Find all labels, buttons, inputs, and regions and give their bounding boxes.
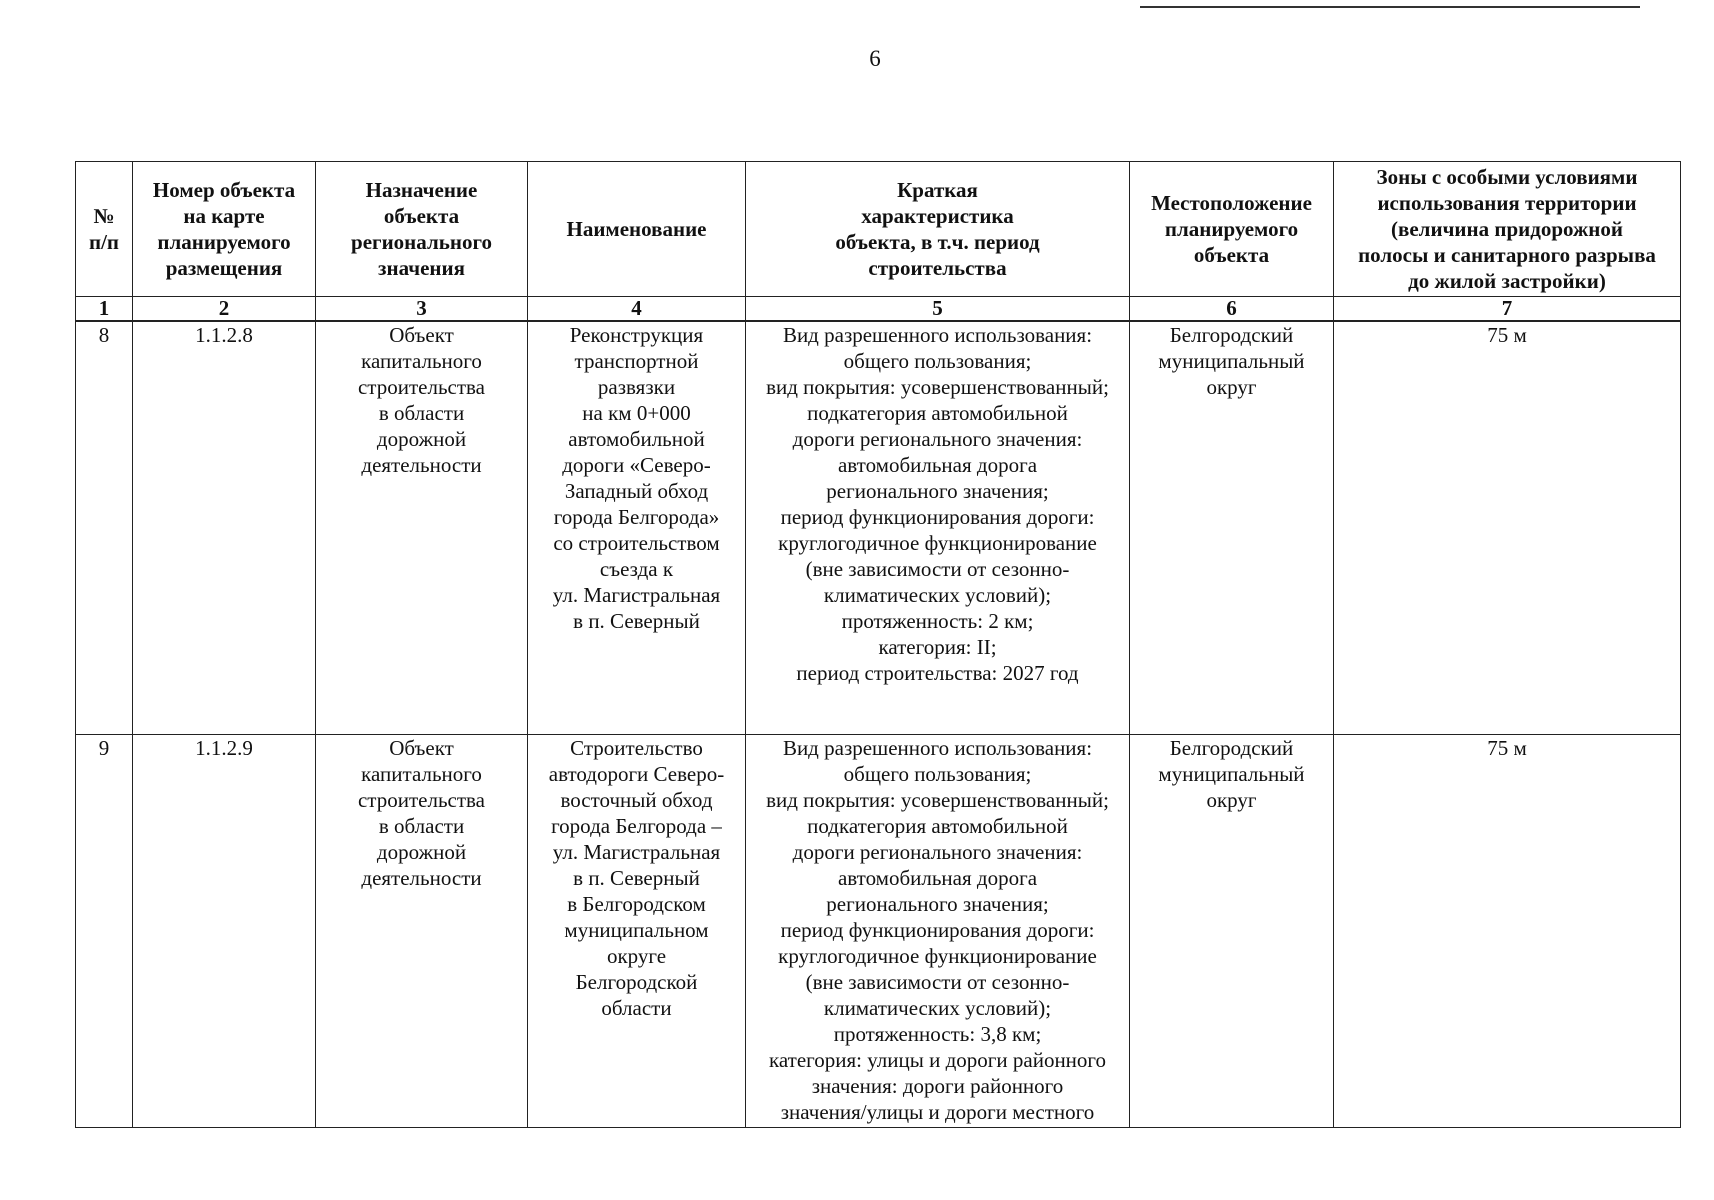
header-row-number: № п/п [76, 162, 133, 297]
table-row [76, 735, 1681, 1128]
object-number-cell: 1.1.2.8 [133, 321, 316, 735]
column-number: 1 [76, 297, 133, 322]
column-number: 3 [316, 297, 528, 322]
name-cell: Реконструкция транспортной развязки на км 0+000 автомобильной дороги «Северо- Западный обход города Белгорода» со строительством съезда к ул. Магистральная в п. Северный [528, 321, 746, 735]
top-edge-rule [1140, 6, 1640, 8]
row-number-cell: 9 [76, 735, 133, 1128]
column-number-row [76, 297, 1681, 322]
characteristics-cell: Вид разрешенного использования: общего пользования; вид покрытия: усовершенствованный; подкатегория автомобильной дороги регионального значения: автомобильная дорога регионального значения; период функционирования дороги: круглогодичное функционирование (вне зависимости от сезонно- климатических условий); протяженность: 2 км; категория: II; период строительства: 2027 год [746, 321, 1130, 735]
header-object-purpose: Назначение объекта регионального значения [316, 162, 528, 297]
purpose-cell: Объект капитального строительства в области дорожной деятельности [316, 321, 528, 735]
planned-objects-table [75, 161, 1681, 1128]
header-special-zones: Зоны с особыми условиями использования территории (величина придорожной полосы и санитарного разрыва до жилой застройки) [1334, 162, 1681, 297]
page-number: 6 [869, 46, 881, 71]
header-object-number: Номер объекта на карте планируемого размещения [133, 162, 316, 297]
table-row [76, 321, 1681, 735]
column-number: 6 [1130, 297, 1334, 322]
object-number-cell: 1.1.2.9 [133, 735, 316, 1128]
column-number: 5 [746, 297, 1130, 322]
purpose-cell: Объект капитального строительства в области дорожной деятельности [316, 735, 528, 1128]
column-number: 4 [528, 297, 746, 322]
location-cell: Белгородский муниципальный округ [1130, 735, 1334, 1128]
name-cell: Строительство автодороги Северо- восточный обход города Белгорода – ул. Магистральная в п. Северный в Белгородском муниципальном округе Белгородской области [528, 735, 746, 1128]
column-number: 7 [1334, 297, 1681, 322]
zones-cell: 75 м [1334, 321, 1681, 735]
row-number-cell: 8 [76, 321, 133, 735]
header-location: Местоположение планируемого объекта [1130, 162, 1334, 297]
table-header-row [76, 162, 1681, 297]
column-number: 2 [133, 297, 316, 322]
header-characteristics: Краткая характеристика объекта, в т.ч. период строительства [746, 162, 1130, 297]
header-name: Наименование [528, 162, 746, 297]
location-cell: Белгородский муниципальный округ [1130, 321, 1334, 735]
characteristics-cell: Вид разрешенного использования: общего пользования; вид покрытия: усовершенствованный; подкатегория автомобильной дороги регионального значения: автомобильная дорога регионального значения; период функционирования дороги: круглогодичное функционирование (вне зависимости от сезонно- климатических условий); протяженность: 3,8 км; категория: улицы и дороги районного значения: дороги районного значения/улицы и дороги местного [746, 735, 1130, 1128]
zones-cell: 75 м [1334, 735, 1681, 1128]
